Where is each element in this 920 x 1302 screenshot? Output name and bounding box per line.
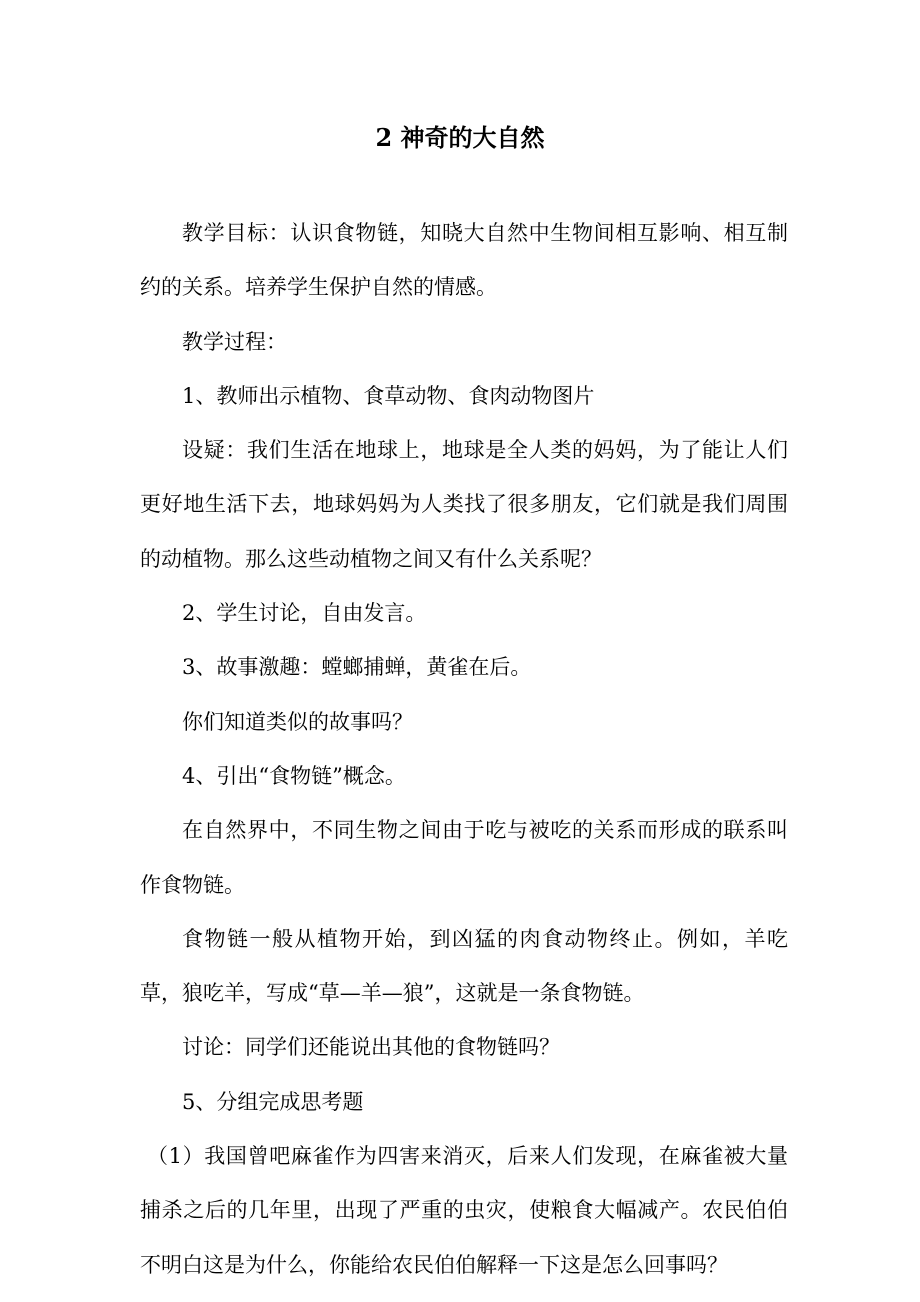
paragraph-step-4: 4、引出“食物链”概念。 (182, 763, 406, 788)
paragraph-step-1: 1、教师出示植物、食草动物、食肉动物图片 (182, 383, 595, 408)
document-body (140, 206, 788, 1292)
paragraph-step-2: 2、学生讨论，自由发言。 (182, 601, 427, 626)
paragraph-question-1: （1）我国曾吧麻雀作为四害来消灭，后来人们发现，在麻雀被大量捕杀之后的几年里，出现了严重的虫灾，使粮食大幅减产。农民伯伯不明白这是为什么，你能给农民伯伯解释一下这是怎么回事吗？ (140, 1144, 788, 1277)
paragraph-teaching-goal: 教学目标：认识食物链，知晓大自然中生物间相互影响、相互制约的关系。培养学生保护自然的情感。 (140, 221, 788, 300)
paragraph-teaching-process: 教学过程： (182, 329, 287, 354)
paragraph-food-chain-example: 食物链一般从植物开始，到凶猛的肉食动物终止。例如，羊吃草，狼吃羊，写成“草—羊—狼”，这就是一条食物链。 (140, 926, 788, 1006)
document-title: 2 神奇的大自然 (375, 123, 545, 152)
paragraph-step-3: 3、故事激趣：螳螂捕蝉，黄雀在后。 (182, 655, 532, 680)
paragraph-food-chain-definition: 在自然界中，不同生物之间由于吃与被吃的关系而形成的联系叫作食物链。 (140, 818, 788, 897)
paragraph-similar-stories: 你们知道类似的故事吗？ (182, 709, 413, 734)
paragraph-step-5: 5、分组完成思考题 (182, 1089, 364, 1114)
paragraph-discussion: 讨论：同学们还能说出其他的食物链吗？ (182, 1035, 560, 1060)
paragraph-question-setup: 设疑：我们生活在地球上，地球是全人类的妈妈，为了能让人们更好地生活下去，地球妈妈为人类找了很多朋友，它们就是我们周围的动植物。那么这些动植物之间又有什么关系呢？ (140, 438, 788, 571)
